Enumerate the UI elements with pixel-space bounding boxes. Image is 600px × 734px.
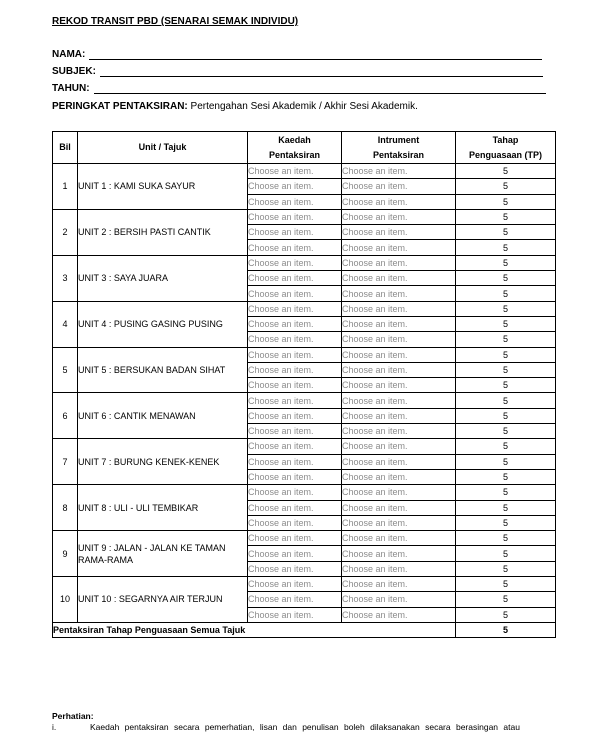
- tp-value: 5: [456, 332, 556, 347]
- tp-value: 5: [456, 515, 556, 530]
- kaedah-dropdown[interactable]: Choose an item.: [248, 485, 342, 500]
- unit-number: 5: [53, 347, 78, 393]
- kaedah-dropdown[interactable]: Choose an item.: [248, 286, 342, 301]
- instrument-dropdown[interactable]: Choose an item.: [342, 485, 456, 500]
- note-number: i.: [52, 722, 57, 732]
- assessment-level-label: PERINGKAT PENTAKSIRAN:: [52, 101, 188, 112]
- unit-title: UNIT 1 : KAMI SUKA SAYUR: [78, 164, 248, 210]
- tahun-label: TAHUN:: [52, 83, 90, 94]
- tahun-field: [52, 83, 546, 94]
- table-row: [53, 577, 556, 592]
- header-unit: Unit / Tajuk: [78, 132, 248, 164]
- tp-value: 5: [456, 500, 556, 515]
- instrument-dropdown[interactable]: Choose an item.: [342, 362, 456, 377]
- unit-number: 7: [53, 439, 78, 485]
- kaedah-dropdown[interactable]: Choose an item.: [248, 500, 342, 515]
- notes-title: Perhatian:: [52, 711, 94, 721]
- instrument-dropdown[interactable]: Choose an item.: [342, 240, 456, 255]
- unit-title: UNIT 3 : SAYA JUARA: [78, 255, 248, 301]
- instrument-dropdown[interactable]: Choose an item.: [342, 255, 456, 270]
- subjek-field: [52, 66, 543, 77]
- instrument-dropdown[interactable]: Choose an item.: [342, 378, 456, 393]
- instrument-dropdown[interactable]: Choose an item.: [342, 301, 456, 316]
- table-row: [53, 531, 556, 546]
- kaedah-dropdown[interactable]: Choose an item.: [248, 454, 342, 469]
- tp-value: 5: [456, 164, 556, 179]
- tp-value: 5: [456, 393, 556, 408]
- instrument-dropdown[interactable]: Choose an item.: [342, 408, 456, 423]
- instrument-dropdown[interactable]: Choose an item.: [342, 225, 456, 240]
- header-bil: Bil: [53, 132, 78, 164]
- table-row: [53, 209, 556, 224]
- table-body: [53, 164, 556, 623]
- instrument-dropdown[interactable]: Choose an item.: [342, 577, 456, 592]
- instrument-dropdown[interactable]: Choose an item.: [342, 531, 456, 546]
- tp-value: 5: [456, 378, 556, 393]
- tp-value: 5: [456, 561, 556, 576]
- unit-number: 6: [53, 393, 78, 439]
- summary-row: [53, 622, 556, 637]
- tp-value: 5: [456, 209, 556, 224]
- instrument-dropdown[interactable]: Choose an item.: [342, 164, 456, 179]
- kaedah-dropdown[interactable]: Choose an item.: [248, 561, 342, 576]
- unit-number: 2: [53, 209, 78, 255]
- instrument-dropdown[interactable]: Choose an item.: [342, 546, 456, 561]
- table-row: [53, 255, 556, 270]
- unit-number: 1: [53, 164, 78, 210]
- tp-value: 5: [456, 286, 556, 301]
- note-item: [52, 722, 557, 732]
- instrument-dropdown[interactable]: Choose an item.: [342, 393, 456, 408]
- kaedah-dropdown[interactable]: Choose an item.: [248, 347, 342, 362]
- kaedah-dropdown[interactable]: Choose an item.: [248, 424, 342, 439]
- tp-value: 5: [456, 179, 556, 194]
- table-header-row: [53, 132, 556, 164]
- kaedah-dropdown[interactable]: Choose an item.: [248, 515, 342, 530]
- instrument-dropdown[interactable]: Choose an item.: [342, 607, 456, 622]
- unit-title: UNIT 10 : SEGARNYA AIR TERJUN: [78, 577, 248, 623]
- instrument-dropdown[interactable]: Choose an item.: [342, 209, 456, 224]
- tp-value: 5: [456, 194, 556, 209]
- unit-title: UNIT 8 : ULI - ULI TEMBIKAR: [78, 485, 248, 531]
- instrument-dropdown[interactable]: Choose an item.: [342, 469, 456, 484]
- header-tahap: [456, 132, 556, 164]
- unit-number: 10: [53, 577, 78, 623]
- unit-number: 9: [53, 531, 78, 577]
- tp-value: 5: [456, 469, 556, 484]
- header-instrument-line2: Pentaksiran: [372, 149, 425, 160]
- kaedah-dropdown[interactable]: Choose an item.: [248, 209, 342, 224]
- instrument-dropdown[interactable]: Choose an item.: [342, 179, 456, 194]
- kaedah-dropdown[interactable]: Choose an item.: [248, 164, 342, 179]
- instrument-dropdown[interactable]: Choose an item.: [342, 286, 456, 301]
- table-row: [53, 393, 556, 408]
- summary-label: Pentaksiran Tahap Penguasaan Semua Tajuk: [53, 622, 456, 637]
- kaedah-dropdown[interactable]: Choose an item.: [248, 607, 342, 622]
- header-kaedah-line2: Pentaksiran: [268, 149, 321, 160]
- instrument-dropdown[interactable]: Choose an item.: [342, 316, 456, 331]
- kaedah-dropdown[interactable]: Choose an item.: [248, 592, 342, 607]
- table-row: [53, 439, 556, 454]
- kaedah-dropdown[interactable]: Choose an item.: [248, 577, 342, 592]
- table-row: [53, 347, 556, 362]
- kaedah-dropdown[interactable]: Choose an item.: [248, 316, 342, 331]
- tp-value: 5: [456, 347, 556, 362]
- tp-value: 5: [456, 255, 556, 270]
- kaedah-dropdown[interactable]: Choose an item.: [248, 332, 342, 347]
- unit-title: UNIT 9 : JALAN - JALAN KE TAMAN RAMA-RAMA: [78, 531, 248, 577]
- kaedah-dropdown[interactable]: Choose an item.: [248, 362, 342, 377]
- instrument-dropdown[interactable]: Choose an item.: [342, 439, 456, 454]
- table-row: [53, 301, 556, 316]
- kaedah-dropdown[interactable]: Choose an item.: [248, 531, 342, 546]
- instrument-dropdown[interactable]: Choose an item.: [342, 194, 456, 209]
- subjek-label: SUBJEK:: [52, 66, 96, 77]
- kaedah-dropdown[interactable]: Choose an item.: [248, 225, 342, 240]
- header-tahap-line1: Tahap: [492, 134, 519, 145]
- unit-number: 4: [53, 301, 78, 347]
- nama-field: [52, 49, 542, 60]
- table-row: [53, 164, 556, 179]
- tp-value: 5: [456, 301, 556, 316]
- kaedah-dropdown[interactable]: Choose an item.: [248, 271, 342, 286]
- kaedah-dropdown[interactable]: Choose an item.: [248, 179, 342, 194]
- instrument-dropdown[interactable]: Choose an item.: [342, 332, 456, 347]
- header-kaedah-line1: Kaedah: [278, 134, 311, 145]
- kaedah-dropdown[interactable]: Choose an item.: [248, 255, 342, 270]
- instrument-dropdown[interactable]: Choose an item.: [342, 500, 456, 515]
- tp-value: 5: [456, 271, 556, 286]
- note-text: Kaedah pentaksiran secara pemerhatian, lisan dan penulisan boleh dilaksanakan secara berasingan atau: [90, 722, 520, 732]
- kaedah-dropdown[interactable]: Choose an item.: [248, 378, 342, 393]
- tp-value: 5: [456, 577, 556, 592]
- instrument-dropdown[interactable]: Choose an item.: [342, 592, 456, 607]
- instrument-dropdown[interactable]: Choose an item.: [342, 454, 456, 469]
- kaedah-dropdown[interactable]: Choose an item.: [248, 301, 342, 316]
- header-instrument-line1: Intrument: [377, 134, 420, 145]
- tp-value: 5: [456, 240, 556, 255]
- tp-value: 5: [456, 531, 556, 546]
- header-tahap-line2: Penguasaan (TP): [468, 149, 542, 160]
- kaedah-dropdown[interactable]: Choose an item.: [248, 469, 342, 484]
- nama-input-line[interactable]: [89, 49, 542, 60]
- header-kaedah: [248, 132, 342, 164]
- tp-value: 5: [456, 439, 556, 454]
- kaedah-dropdown[interactable]: Choose an item.: [248, 546, 342, 561]
- kaedah-dropdown[interactable]: Choose an item.: [248, 439, 342, 454]
- tp-value: 5: [456, 408, 556, 423]
- tp-value: 5: [456, 454, 556, 469]
- tp-value: 5: [456, 225, 556, 240]
- unit-title: UNIT 2 : BERSIH PASTI CANTIK: [78, 209, 248, 255]
- kaedah-dropdown[interactable]: Choose an item.: [248, 408, 342, 423]
- unit-number: 3: [53, 255, 78, 301]
- tp-value: 5: [456, 485, 556, 500]
- unit-title: UNIT 5 : BERSUKAN BADAN SIHAT: [78, 347, 248, 393]
- subjek-input-line[interactable]: [100, 66, 543, 77]
- assessment-level: [52, 101, 418, 112]
- tp-value: 5: [456, 362, 556, 377]
- assessment-level-value: Pertengahan Sesi Akademik / Akhir Sesi Akademik.: [187, 101, 418, 112]
- document-title: REKOD TRANSIT PBD (SENARAI SEMAK INDIVIDU): [52, 16, 299, 27]
- tp-value: 5: [456, 546, 556, 561]
- instrument-dropdown[interactable]: Choose an item.: [342, 515, 456, 530]
- tp-value: 5: [456, 316, 556, 331]
- transit-record-table: [52, 131, 556, 638]
- header-instrument: [342, 132, 456, 164]
- kaedah-dropdown[interactable]: Choose an item.: [248, 240, 342, 255]
- tp-value: 5: [456, 607, 556, 622]
- tp-value: 5: [456, 592, 556, 607]
- tahun-input-line[interactable]: [94, 83, 546, 94]
- instrument-dropdown[interactable]: Choose an item.: [342, 347, 456, 362]
- unit-number: 8: [53, 485, 78, 531]
- instrument-dropdown[interactable]: Choose an item.: [342, 271, 456, 286]
- tp-value: 5: [456, 424, 556, 439]
- instrument-dropdown[interactable]: Choose an item.: [342, 424, 456, 439]
- kaedah-dropdown[interactable]: Choose an item.: [248, 194, 342, 209]
- instrument-dropdown[interactable]: Choose an item.: [342, 561, 456, 576]
- unit-title: UNIT 6 : CANTIK MENAWAN: [78, 393, 248, 439]
- summary-value: 5: [456, 622, 556, 637]
- unit-title: UNIT 7 : BURUNG KENEK-KENEK: [78, 439, 248, 485]
- table-row: [53, 485, 556, 500]
- nama-label: NAMA:: [52, 49, 86, 60]
- kaedah-dropdown[interactable]: Choose an item.: [248, 393, 342, 408]
- unit-title: UNIT 4 : PUSING GASING PUSING: [78, 301, 248, 347]
